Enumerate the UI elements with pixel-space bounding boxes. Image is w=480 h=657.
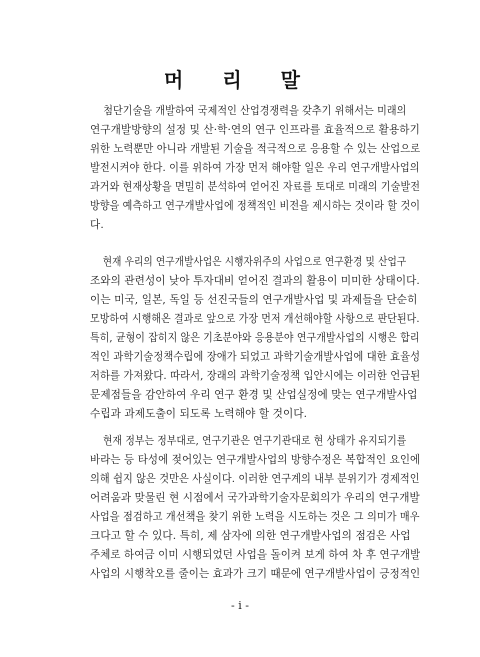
paragraph-line: 과거와 현재상황을 면밀히 분석하여 얻어진 자료를 토대로 미래의 기술발전 <box>90 181 421 193</box>
page-title: 머 리 말 <box>164 68 316 92</box>
paragraph-3 <box>90 432 420 584</box>
paragraph-line: 위한 노력뿐만 아니라 개발된 기술을 적극적으로 응용할 수 있는 산업으로 <box>90 143 420 155</box>
paragraph-line: 사업을 점검하고 개선책을 찾기 위한 노력을 시도하는 것은 그 의미가 매우 <box>90 511 420 523</box>
paragraph-line: 현재 우리의 연구개발사업은 시행자위주의 사업으로 연구환경 및 산업구 <box>102 256 407 268</box>
paragraph-line: 조와의 관련성이 낮아 투자대비 얻어진 결과의 활용이 미미한 상태이다. <box>90 275 420 287</box>
paragraph-line: 주체로 하여금 이미 시행되었던 사업을 돌이켜 보게 하여 차 후 연구개발 <box>90 549 420 561</box>
paragraph-line: 현재 정부는 정부대로, 연구기관은 연구기관대로 현 상태가 유지되기를 <box>102 435 407 447</box>
paragraph-line: 방향을 예측하고 연구개발사업에 정책적인 비전을 제시하는 것이라 할 것이 <box>90 200 421 212</box>
paragraph-line: 첨단기술을 개발하여 국제적인 산업경쟁력을 갖추기 위해서는 미래의 <box>103 105 407 117</box>
paragraph-line: 특히, 균형이 잡히지 않은 기초분야와 응용분야 연구개발사업의 시행은 합리 <box>90 332 420 344</box>
paragraph-line: 적인 과학기술정책수립에 장애가 되었고 과학기술개발사업에 대한 효율성 <box>90 351 420 363</box>
paragraph-line: 바라는 등 타성에 젖어있는 연구개발사업의 방향수정은 복합적인 요인에 <box>90 454 420 466</box>
paragraph-line: 모방하여 시행해온 결과로 앞으로 가장 먼저 개선해야할 사항으로 판단된다. <box>90 313 420 325</box>
paragraph-line: 사업의 시행착오를 줄이는 효과가 크기 때문에 연구개발사업이 긍정적인 <box>90 568 420 580</box>
paragraph-1 <box>90 102 420 235</box>
paragraph-line: 다. <box>90 219 104 231</box>
paragraph-line: 어려움과 맞물린 현 시점에서 국가과학기술자문회의가 우리의 연구개발 <box>90 492 420 504</box>
paragraph-line: 연구개발방향의 설정 및 산·학·연의 연구 인프라를 효율적으로 활용하기 <box>90 124 420 136</box>
page-number: - i - <box>231 599 249 612</box>
paragraph-line: 이는 미국, 일본, 독일 등 선진국들의 연구개발사업 및 과제들을 단순히 <box>90 294 418 306</box>
paragraph-line: 크다고 할 수 있다. 특히, 제 삼자에 의한 연구개발사업의 점검은 사업 <box>90 530 411 542</box>
paragraph-line: 발전시켜야 한다. 이를 위하여 가장 먼저 해야할 일은 우리 연구개발사업의 <box>90 162 420 174</box>
paragraph-2 <box>90 253 420 424</box>
paragraph-line: 의해 쉽지 않은 것만은 사실이다. 이러한 연구계의 내부 분위기가 경제적인 <box>90 473 420 485</box>
paragraph-line: 저하를 가져왔다. 따라서, 장래의 과학기술정책 입안시에는 이러한 언급된 <box>90 370 420 382</box>
paragraph-line: 문제점들을 감안하여 우리 연구 환경 및 산업실정에 맞는 연구개발사업 <box>90 389 418 401</box>
paragraph-line: 수립과 과제도출이 되도록 노력해야 할 것이다. <box>90 408 308 420</box>
